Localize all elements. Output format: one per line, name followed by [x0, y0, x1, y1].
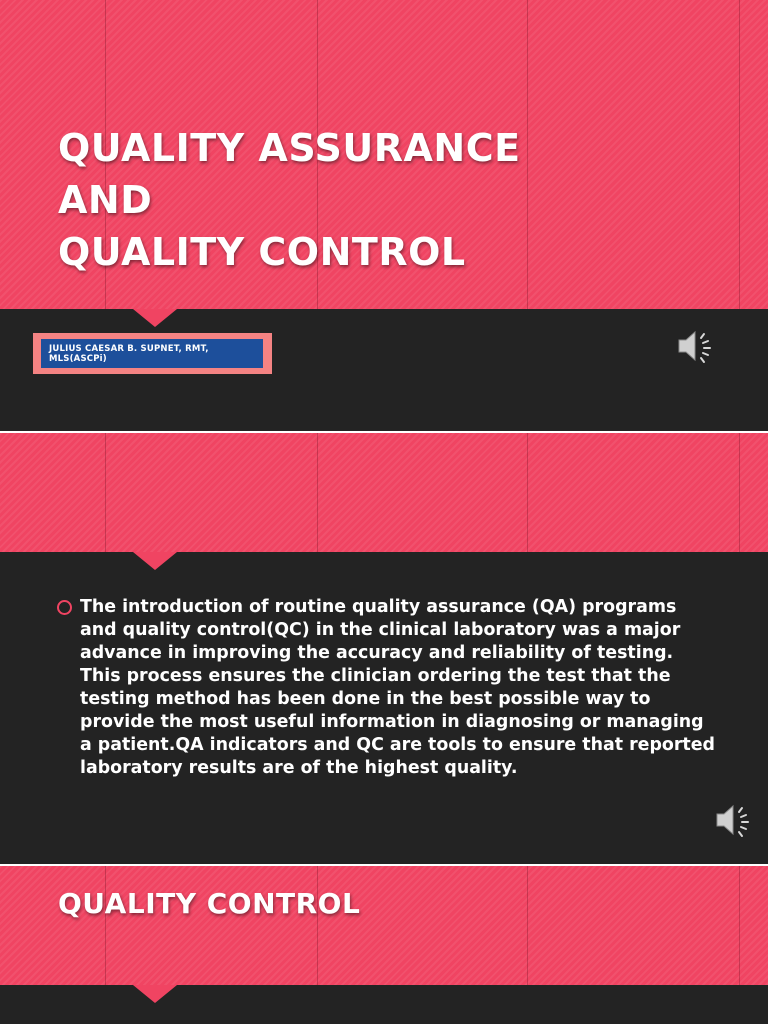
bullet-paragraph: The introduction of routine quality assurance (QA) programs and quality control(QC) in the clinical laboratory was a major advance in improving the accuracy and reliability of testing. This process ensures the clinician ordering the test that the testing method has been done in the best possible way to provide the most useful information in diagnosing or managing a patient.QA indicators and QC are tools to ensure that reported laboratory results are of the highest quality. [80, 597, 715, 778]
title-line-1: QUALITY ASSURANCE [58, 126, 521, 170]
title-line-1: QUALITY CONTROL [58, 887, 361, 920]
slide-3 [0, 866, 768, 1024]
title-band [0, 866, 768, 985]
slide-title [58, 886, 360, 922]
author-box [33, 333, 272, 374]
speaker-icon[interactable] [714, 800, 754, 840]
band-notch [133, 552, 177, 570]
hollow-circle-bullet-icon [57, 600, 72, 615]
content-area [0, 985, 768, 1024]
title-line-2: AND [58, 178, 153, 222]
author-name: JULIUS CAESAR B. SUPNET, RMT, MLS(ASCPi) [41, 339, 263, 368]
title-line-3: QUALITY CONTROL [58, 230, 466, 274]
bullet-item [57, 596, 717, 780]
speaker-icon[interactable] [676, 326, 716, 366]
band-notch [133, 309, 177, 327]
title-band [0, 433, 768, 552]
band-notch [133, 985, 177, 1003]
slide-1 [0, 0, 768, 431]
slide-title [58, 122, 521, 278]
